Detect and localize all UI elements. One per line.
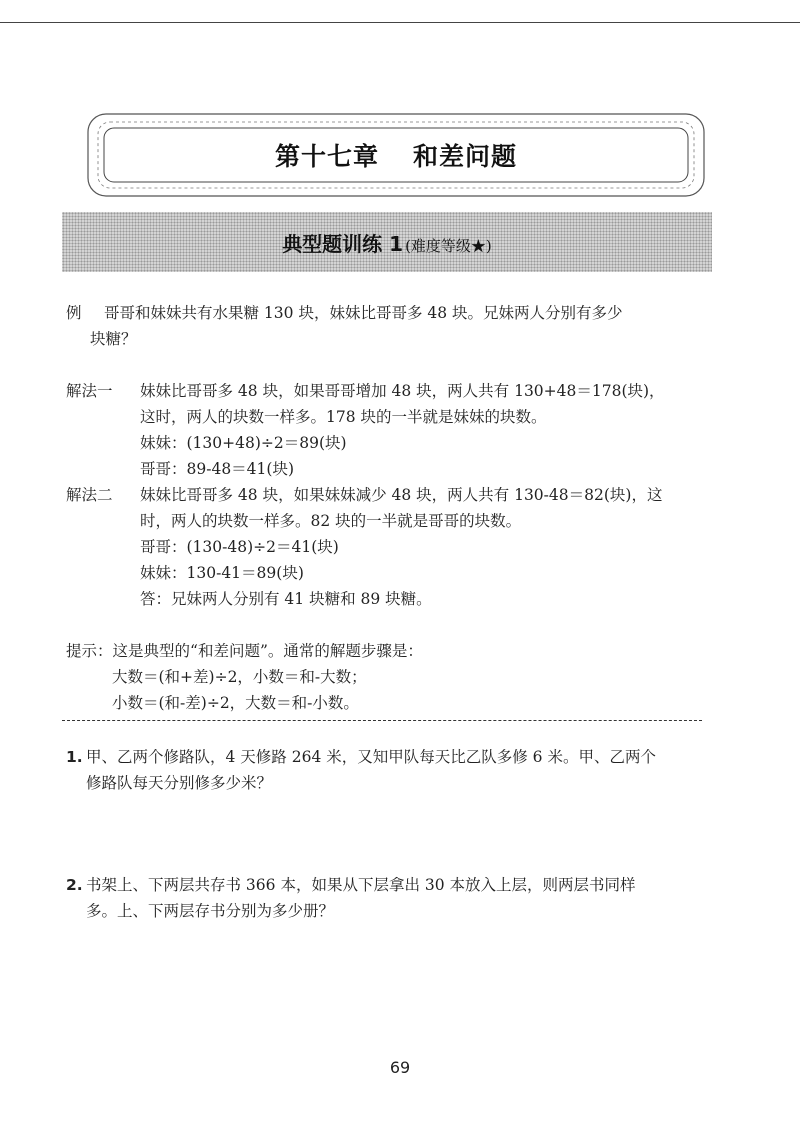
chapter-title [82, 110, 710, 200]
solution2-line-3: 哥哥：(130-48)÷2＝41(块) [140, 538, 339, 556]
section-title [282, 228, 492, 257]
chapter-banner [82, 110, 710, 200]
example-line-1: 哥哥和妹妹共有水果糖 130 块，妹妹比哥哥多 48 块。兄妹两人分别有多少 [104, 304, 623, 322]
solution1-label: 解法一 [66, 382, 113, 400]
dashed-divider [62, 720, 702, 721]
solution2-answer: 答：兄妹两人分别有 41 块糖和 89 块糖。 [140, 590, 432, 608]
chapter-name: 和差问题 [413, 142, 518, 171]
page-number: 69 [389, 1058, 411, 1077]
section-banner [62, 212, 712, 272]
section-title-text: 典型题训练 1 [282, 231, 404, 256]
chapter-number: 第十七章 [274, 142, 379, 171]
solution2-line-2: 时，两人的块数一样多。82 块的一半就是哥哥的块数。 [140, 512, 522, 530]
hint-label: 提示 [66, 642, 98, 660]
problem-2-line-2: 多。上、下两层存书分别为多少册？ [86, 902, 335, 920]
hint-line [66, 638, 423, 664]
solution1-line-4: 哥哥：89-48＝41(块) [140, 460, 295, 478]
problem-1-line-2: 修路队每天分别修多少米？ [86, 774, 273, 792]
solution1-line-2: 这时，两人的块数一样多。178 块的一半就是妹妹的块数。 [140, 408, 547, 426]
solution2-line-4: 妹妹：130-41＝89(块) [140, 564, 304, 582]
problem-2-number: 2. [66, 876, 83, 894]
hint-text: ：这是典型的“和差问题”。通常的解题步骤是： [97, 642, 423, 660]
hint-formula-1: 大数＝(和+差)÷2，小数＝和-大数； [112, 668, 367, 686]
solution2-label: 解法二 [66, 486, 113, 504]
hint-formula-2: 小数＝(和-差)÷2，大数＝和-小数。 [112, 694, 359, 712]
example-label: 例 [66, 304, 82, 322]
problem-2-line-1: 书架上、下两层共存书 366 本，如果从下层拿出 30 本放入上层，则两层书同样 [86, 876, 636, 894]
solution1-line-1: 妹妹比哥哥多 48 块，如果哥哥增加 48 块，两人共有 130+48＝178(块)， [140, 382, 665, 400]
difficulty-label: (难度等级★) [405, 236, 492, 255]
example-line-2: 块糖？ [90, 330, 137, 348]
solution2-line-1: 妹妹比哥哥多 48 块，如果妹妹减少 48 块，两人共有 130-48＝82(块)，这 [140, 486, 663, 504]
top-rule [0, 22, 800, 23]
problem-1-line-1: 甲、乙两个修路队，4 天修路 264 米，又知甲队每天比乙队多修 6 米。甲、乙两个 [86, 748, 656, 766]
solution1-line-3: 妹妹：(130+48)÷2＝89(块) [140, 434, 347, 452]
problem-1-number: 1. [66, 748, 83, 766]
